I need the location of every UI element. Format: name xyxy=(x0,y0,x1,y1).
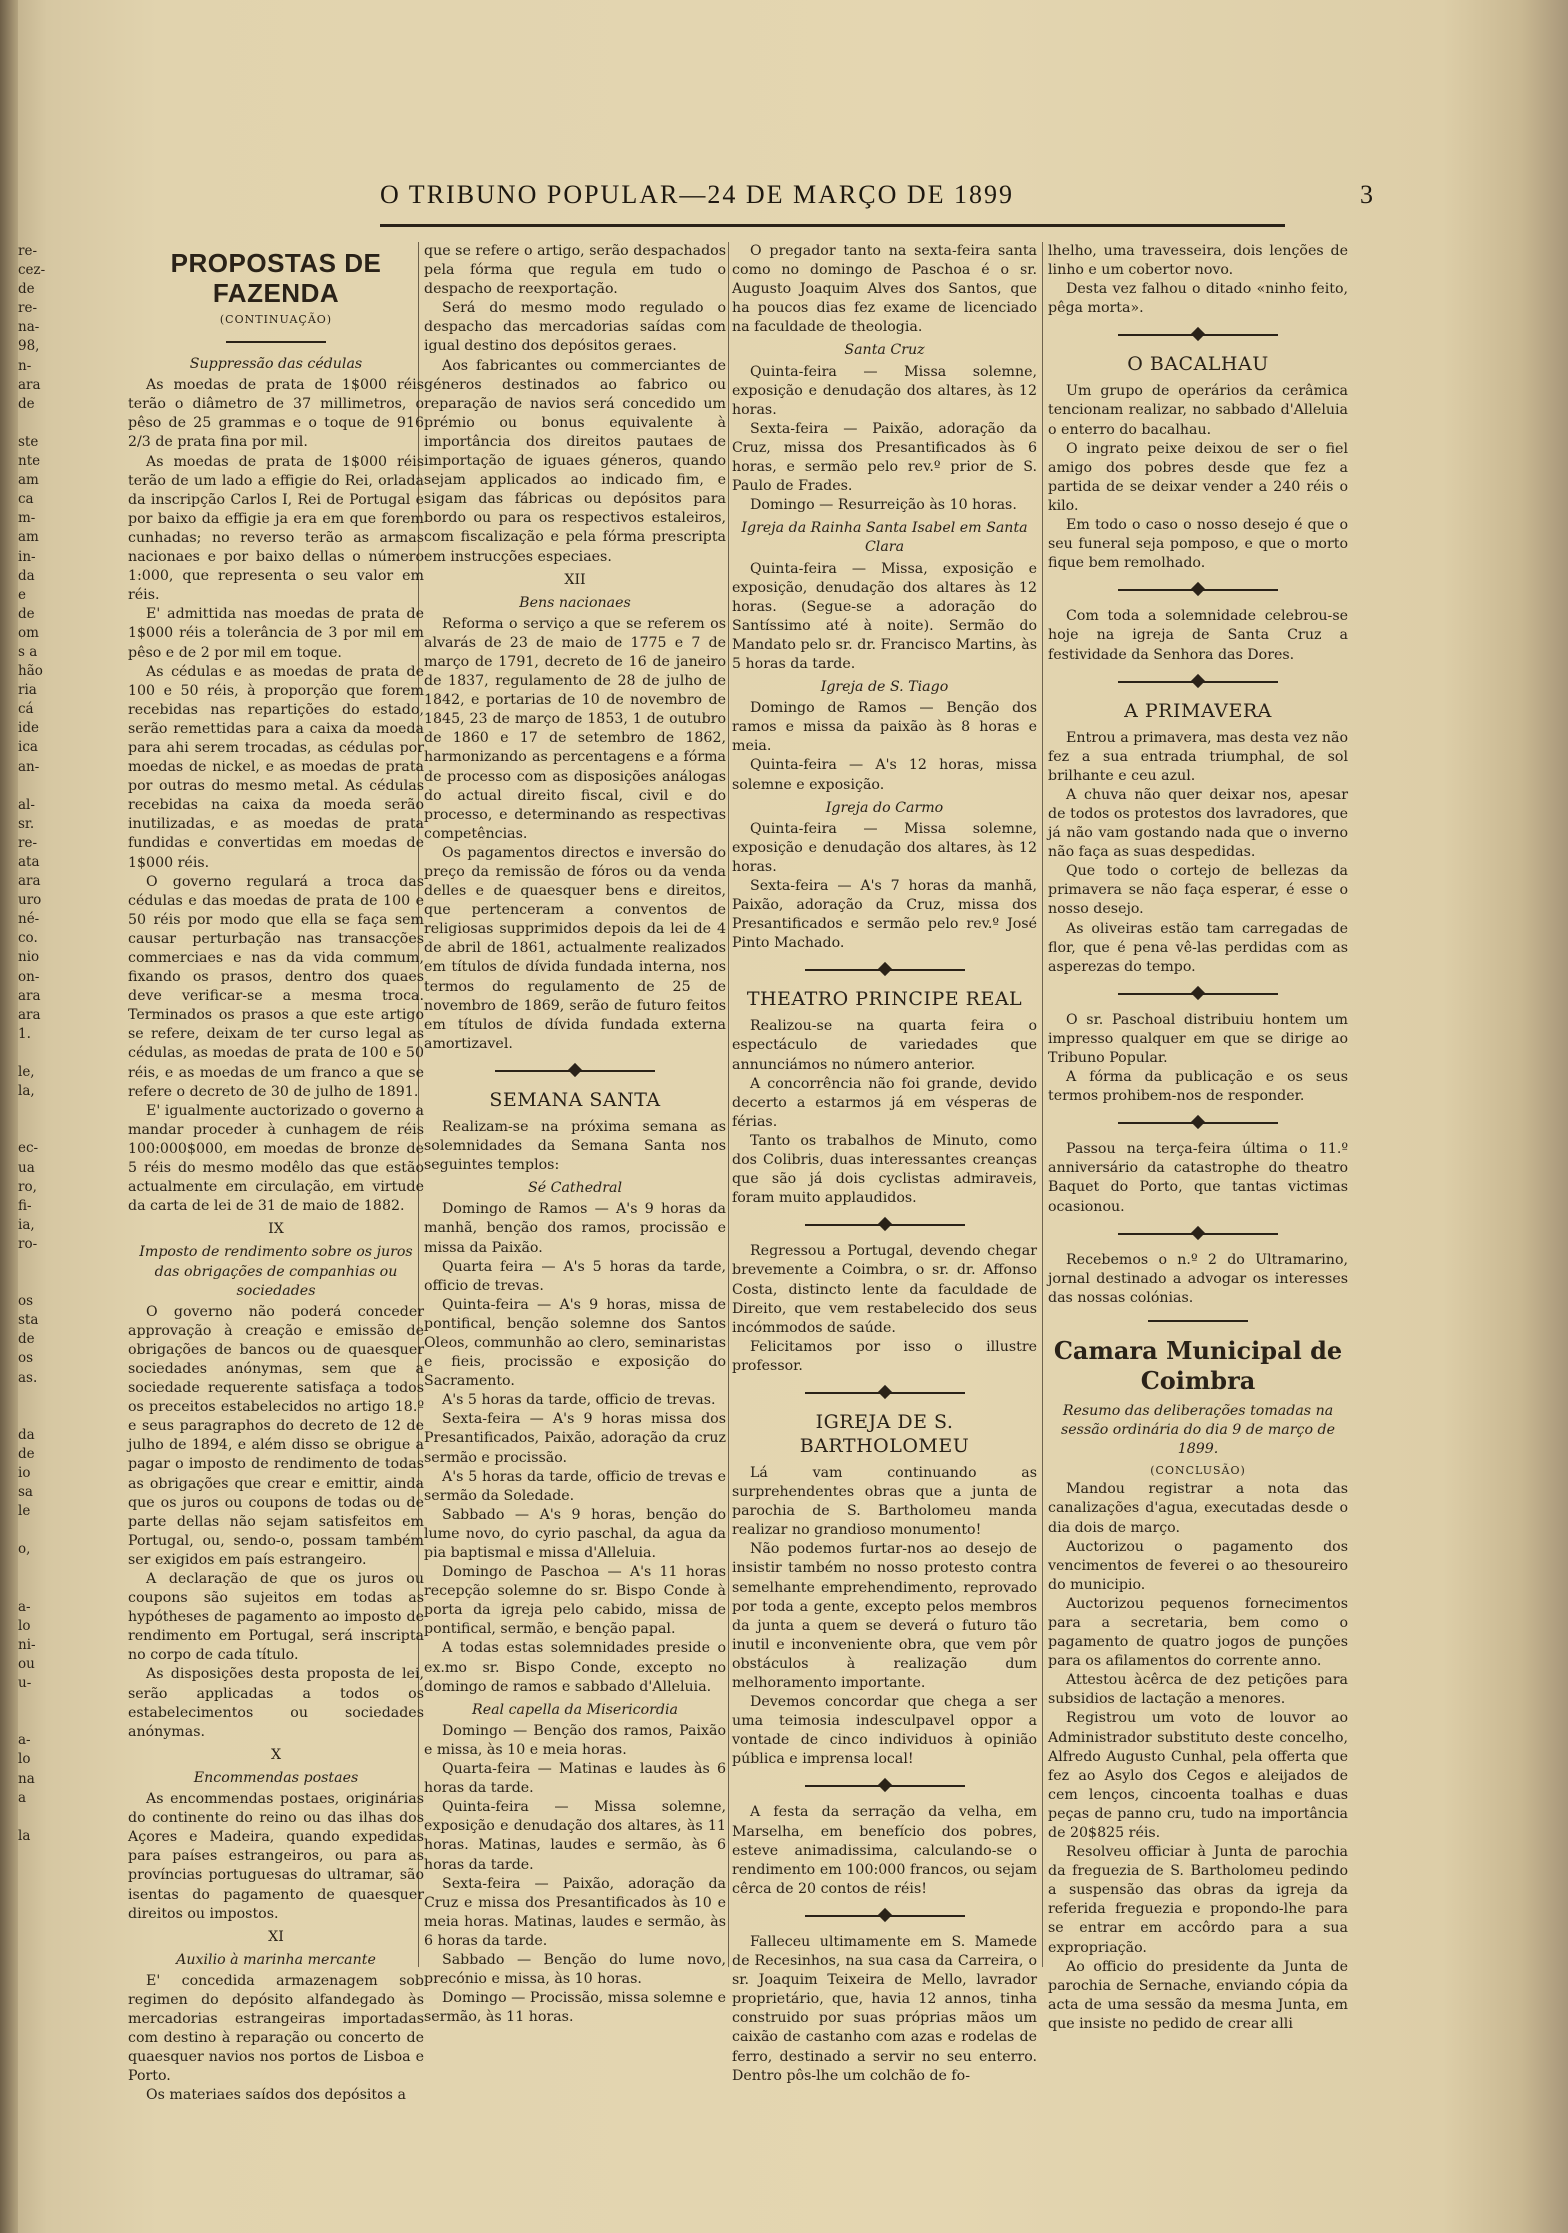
section-number: XII xyxy=(564,571,586,588)
paragraph: Domingo de Ramos — Benção dos ramos e missa da paixão às 8 horas e meia. xyxy=(732,700,1037,755)
paragraph: Quinta-feira — A's 9 horas, missa de pontifical, benção solemne dos Santos Oleos, communhão ao clero, seminaristas e fieis, procissão e exposição do Sacramento. xyxy=(424,1296,726,1390)
article-heading: SEMANA SANTA xyxy=(489,1088,661,1111)
paragraph: A chuva não quer deixar nos, apesar de todos os protestos dos lavradores, que já não vam gostando nada que o inverno não faça as suas despedidas. xyxy=(1048,786,1348,861)
article-heading: IGREJA DE S. BARTHOLOMEU xyxy=(799,1410,970,1457)
column-divider xyxy=(728,242,729,1967)
ornament-separator xyxy=(1048,983,1348,1005)
column-divider xyxy=(1042,242,1043,1967)
paragraph: O sr. Paschoal distribuiu hontem um impresso qualquer em que se dirige ao Tribuno Popular. xyxy=(1048,1011,1348,1066)
paragraph: A festa da serração da velha, em Marselha, em benefício dos pobres, esteve animadissima, calculando-se o rendimento em 100:000 francos, ou sejam cêrca de 20 contos de réis! xyxy=(732,1804,1037,1897)
ornament-separator xyxy=(1048,1112,1348,1134)
paragraph: lhelho, uma travesseira, dois lenções de linho e um cobertor novo. xyxy=(1048,243,1348,279)
section-subhead: Igreja do Carmo xyxy=(825,799,944,816)
ornament-separator xyxy=(732,959,1037,981)
continuation-label: (CONTINUAÇÃO) xyxy=(219,313,333,326)
paragraph: Auctorizou o pagamento dos vencimentos de feverei o ao thesoureiro do municipio. xyxy=(1048,1538,1348,1593)
ornament-separator xyxy=(732,1382,1037,1404)
paragraph: E' admittida nas moedas de prata de 1$000 réis a tolerância de 3 por mil em pêso e de 2 por mil em toque. xyxy=(128,606,424,661)
page-number: 3 xyxy=(1360,180,1375,209)
paragraph: que se refere o artigo, serão despachados pela fórma que regula em tudo o despacho de reexportação. xyxy=(424,243,726,298)
section-subhead: Resumo das deliberações tomadas na sessão ordinária do dia 9 de março de 1899. xyxy=(1061,1402,1335,1458)
article-heading: Camara Municipal de Coimbra xyxy=(1053,1335,1343,1395)
paragraph: Os materiaes saídos dos depósitos a xyxy=(146,2087,406,2104)
section-subhead: Encommendas postaes xyxy=(193,1769,359,1786)
section-subhead: Bens nacionaes xyxy=(519,594,631,611)
header-rule xyxy=(380,224,1285,227)
paragraph: As moedas de prata de 1$000 réis terão de um lado a effigie do Rei, orlada da inscripção Carlos I, Rei de Portugal e por baixo da effigie ja era em que forem cunhadas; no reverso terão as armas nacionaes e por baixo dellas o número 1:000, que representa o seu valor em réis. xyxy=(128,453,424,604)
paragraph: As moedas de prata de 1$000 réis terão o diâmetro de 37 millimetros, o pêso de 25 grammas e o toque de 916 2/3 de prata fina por mil. xyxy=(128,377,424,451)
section-number: X xyxy=(270,1746,282,1763)
paragraph: Sexta-feira — A's 7 horas da manhã, Paixão, adoração da Cruz, missa dos Presantificados e sermão pelo rev.º José Pinto Machado. xyxy=(732,878,1037,952)
paragraph: Falleceu ultimamente em S. Mamede de Recesinhos, na sua casa da Carreira, o sr. Joaquim Teixeira de Mello, lavrador proprietário, que, havia 12 annos, tinha construido por suas próprias mãos um caixão de castanho com azas e rodelas de ferro, destinado a servir no seu enterro. Dentro pôs-lhe um colchão de fo- xyxy=(732,1933,1037,2084)
paragraph: Sexta-feira — Paixão, adoração da Cruz, missa dos Presantificados às 6 horas, e sermão pelo rev.º prior de S. Paulo de Frades. xyxy=(732,420,1037,495)
paragraph: Realizou-se na quarta feira o espectáculo de variedades que annunciámos no número anterior. xyxy=(732,1018,1037,1073)
paragraph: Domingo — Resurreição às 10 horas. xyxy=(750,497,1017,514)
paragraph: O governo regulará a troca das cédulas e das moedas de prata de 100 e 50 réis por modo que ella se faça sem causar perturbação nas transacções commerciaes e nas da vida commum, fixando os prasos, dentro dos quaes deve verificar-se a mesma troca. Terminados os prasos a que este artigo se refere, deixam de ter curso legal as cédulas, as moedas de prata de 100 e 50 réis, e as moedas de um franco a que se refere o decreto de 30 de julho de 1891. xyxy=(128,873,424,1100)
binding-spine xyxy=(0,0,18,2233)
article-title: PROPOSTAS DE FAZENDA xyxy=(170,248,382,308)
paragraph: Registrou um voto de louvor ao Administrador substituto deste concelho, Alfredo Augusto Cunhal, pela offerta que fez ao Asylo dos Cegos e aleijados de cem lenços, cincoenta toalhas e duas peças de panno cru, tudo na importância de 20$825 réis. xyxy=(1048,1710,1348,1841)
ornament-separator xyxy=(1048,1223,1348,1245)
section-subhead: Santa Cruz xyxy=(844,342,925,359)
paragraph: E' concedida armazenagem sob regimen do depósito alfandegado às mercadorias estrangeiras importadas com destino à reparação ou concerto de quaesquer navios nos portos de Lisboa e Porto. xyxy=(128,1972,424,2085)
paragraph: A todas estas solemnidades preside o ex.mo sr. Bispo Conde, excepto no domingo de ramos e sabbado d'Alleluia. xyxy=(424,1640,726,1695)
paragraph: A's 5 horas da tarde, officio de trevas. xyxy=(442,1392,716,1409)
paragraph: As encommendas postaes, originárias do continente do reino ou das ilhas dos Açores e Madeira, quando expedidas para países estrangeiros, ou para as províncias portuguesas do ultramar, são isentas do pagamento de quaesquer direitos ou impostos. xyxy=(128,1791,424,1922)
header-title: O TRIBUNO POPULAR—24 DE MARÇO DE 1899 xyxy=(380,180,1015,209)
ornament-separator xyxy=(732,1905,1037,1927)
section-subhead: Real capella da Misericordia xyxy=(472,1701,678,1718)
paragraph: Sabbado — Benção do lume novo, precónio e missa, às 10 horas. xyxy=(424,1951,726,1988)
paragraph: A fórma da publicação e os seus termos prohibem-nos de responder. xyxy=(1048,1069,1348,1105)
section-subhead: Imposto de rendimento sobre os juros das obrigações de companhias ou sociedades xyxy=(139,1244,413,1299)
section-number: XI xyxy=(268,1928,284,1945)
paragraph: Com toda a solemnidade celebrou-se hoje na igreja de Santa Cruz a festividade da Senhora das Dores. xyxy=(1048,608,1348,663)
ornament-separator xyxy=(1048,579,1348,601)
paragraph: Será do mesmo modo regulado o despacho das mercadorias saídas com igual destino dos depósitos geraes. xyxy=(424,300,726,355)
ornament-separator xyxy=(732,1775,1037,1797)
paragraph: Entrou a primavera, mas desta vez não fez a sua entrada triumphal, de sol brilhante e ceu azul. xyxy=(1048,729,1348,784)
paragraph: Domingo — Benção dos ramos, Paixão e missa, às 10 e meia horas. xyxy=(424,1722,726,1758)
paragraph: A's 5 horas da tarde, officio de trevas e sermão da Soledade. xyxy=(424,1468,726,1504)
paragraph: Não podemos furtar-nos ao desejo de insistir também no nosso protesto contra semelhante emprehendimento, reprovado por toda a gente, excepto pelos membros da junta a quem se deverá o futuro tão inutil e inconveniente obra, que vem pôr obstáculos à realização dum melhoramento importante. xyxy=(732,1541,1037,1691)
paragraph: E' igualmente auctorizado o governo a mandar proceder à cunhagem de réis 100:000$000, em moedas de bronze de 5 réis do mesmo modêlo das que estão actualmente em circulação, em virtude da carta de lei de 31 de maio de 1882. xyxy=(128,1102,424,1215)
paragraph: Sexta-feira — A's 9 horas missa dos Presantificados, Paixão, adoração da cruz sermão e procissão. xyxy=(424,1411,726,1466)
paragraph: Passou na terça-feira última o 11.º anniversário da catastrophe do theatro Baquet do Porto, que tantas victimas ocasionou. xyxy=(1048,1141,1348,1215)
paragraph: Realizam-se na próxima semana as solemnidades da Semana Santa nos seguintes templos: xyxy=(424,1118,726,1174)
running-header xyxy=(380,180,1375,214)
section-subhead: Auxilio à marinha mercante xyxy=(176,1951,376,1968)
column-1 xyxy=(128,242,424,2104)
section-subhead: Sé Cathedral xyxy=(527,1180,623,1197)
paragraph: Recebemos o n.º 2 do Ultramarino, jornal destinado a advogar os interesses das nossas colónias. xyxy=(1048,1251,1348,1306)
paragraph: Reforma o serviço a que se referem os alvarás de 23 de maio de 1775 e 7 de março de 1791, decreto de 16 de janeiro de 1837, regulamento de 28 de julho de 1842, e portarias de 10 de novembro de 1845, 23 de março de 1853, 1 de outubro de 1860 e 17 de setembro de 1862, harmonizando as percentagens e a fórma de processo com as disposições análogas do actual direito fiscal, civil e do processo, e determinando as respectivas competências. xyxy=(424,615,726,842)
paragraph: Regressou a Portugal, devendo chegar brevemente a Coimbra, o sr. dr. Affonso Costa, distincto lente da faculdade de Direito, que vem restabelecido dos seus incómmodos de saúde. xyxy=(732,1243,1037,1336)
paragraph: Tanto os trabalhos de Minuto, como dos Colibris, duas interessantes creanças que são já dois cyclistas admiraveis, foram muito applaudidos. xyxy=(732,1132,1037,1207)
paragraph: Um grupo de operários da cerâmica tencionam realizar, no sabbado d'Alleluia o enterro do bacalhau. xyxy=(1048,383,1348,438)
paragraph: O ingrato peixe deixou de ser o fiel amigo dos pobres desde que fez a partida de se deixar vender a 240 réis o kilo. xyxy=(1048,440,1348,514)
paragraph: Domingo — Procissão, missa solemne e sermão, às 11 horas. xyxy=(424,1990,726,2026)
paragraph: Os pagamentos directos e inversão do preço da remissão de fóros ou da venda delles e de quaesquer bens e direitos, que pertenceram a conventos de religiosas supprimidos depois da lei de 4 de abril de 1861, actualmente realizados em títulos de dívida fundada interna, nos termos do regulamento de 25 de novembro de 1869, serão de futuro feitos em títulos de dívida fundada externa amortizavel. xyxy=(424,844,726,1052)
column-4 xyxy=(1048,242,1348,2032)
section-subhead: Suppressão das cédulas xyxy=(189,356,363,373)
paragraph: Felicitamos por isso o illustre professor. xyxy=(732,1338,1037,1374)
article-heading: THEATRO PRINCIPE REAL xyxy=(746,988,1023,1011)
column-3 xyxy=(732,242,1037,2084)
margin-text: re- cez- de re- na- 98, n- ara de ste nte am ca m- am in- da e de om s a hão ria cá ide ica an- al- sr. re- ata ara uro né- co. nio on- ara ara 1. le, la, ec- ua ro, fi- ia, ro- os sta de os as. da de io sa le o, a- lo ni- ou u- a- lo na a la xyxy=(18,243,46,1844)
paragraph: Quarta feira — A's 5 horas da tarde, officio de trevas. xyxy=(424,1258,726,1294)
paragraph: O pregador tanto na sexta-feira santa como no domingo de Paschoa é o sr. Augusto Joaquim Alves dos Santos, que ha poucos dias fez exame de licenciado na faculdade de theologia. xyxy=(732,243,1037,336)
paragraph: Auctorizou pequenos fornecimentos para a secretaria, bem como o pagamento de quatro jogos de punções para os afilamentos do corrente anno. xyxy=(1048,1595,1348,1670)
article-heading: A PRIMAVERA xyxy=(1124,699,1272,722)
paragraph: Sexta-feira — Paixão, adoração da Cruz e missa dos Presantificados às 10 e meia horas. Matinas, laudes e sermão, às 6 horas da tarde. xyxy=(424,1875,726,1949)
paragraph: Quinta-feira — Missa solemne, exposição e denudação dos altares, às 12 horas. xyxy=(732,820,1037,875)
paragraph: Quinta-feira — A's 12 horas, missa solemne e exposição. xyxy=(732,757,1037,793)
paragraph: Domingo de Paschoa — A's 11 horas recepção solemne do sr. Bispo Conde à porta da igreja pelo cabido, missa de pontifical, sermão, e benção papal. xyxy=(424,1564,726,1638)
paragraph: O governo não poderá conceder approvação à creação e emissão de obrigações de bancos ou de quaesquer sociedades anónymas, sem que a sociedade requerente satisfaça a todos os preceitos estabelecidos no artigo 18.º e seus paragraphos do decreto de 12 de julho de 1894, e além disso se obrigue a pagar o imposto de rendimento de todas as obrigações que crear e emittir, ainda que os juros ou coupons de todas ou de parte dellas não sejam satisfeitos em Portugal, ou, sendo-o, possam também ser exigidos em país estrangeiro. xyxy=(128,1303,424,1568)
paragraph: Quinta-feira — Missa solemne, exposição e denudação dos altares, às 11 horas. Matinas, laudes e sermão, às 6 horas da tarde. xyxy=(424,1799,726,1873)
paragraph: Attestou àcêrca de dez petições para subsidios de lactação a menores. xyxy=(1048,1672,1348,1708)
ornament-separator xyxy=(424,1060,726,1082)
margin-fragments xyxy=(18,242,46,1967)
paragraph: As cédulas e as moedas de prata de 100 e 50 réis, à proporção que forem recebidas nas repartições do estado, serão remettidas para a caixa da moeda para ahi serem trocadas, as cédulas por moedas de nickel, e as moedas de prata por outras do mesmo metal. As cédulas recebidas na caixa da moeda serão inutilizadas, e as moedas de prata fundidas e convertidas em moedas de 1$000 réis. xyxy=(128,663,424,871)
paragraph: Aos fabricantes ou commerciantes de géneros destinados ao fabrico ou reparação de navios será concedido um prémio ou bonus equivalente à importância dos direitos pautaes de importação de iguaes géneros, quando sejam applicados ao indicado fim, e sigam das fábricas ou depósitos para bordo ou para os respectivos estaleiros, com fiscalização e pela fórma prescripta em instrucções especiaes. xyxy=(424,357,726,565)
paragraph: Devemos concordar que chega a ser uma teimosia indesculpavel oppor a vontade de cinco individuos à opinião pública e imprensa local! xyxy=(732,1694,1037,1768)
separator xyxy=(1048,1314,1348,1328)
paragraph: Que todo o cortejo de bellezas da primavera se não faça esperar, é esse o nosso desejo. xyxy=(1048,863,1348,918)
article-heading: O BACALHAU xyxy=(1127,353,1269,376)
paragraph: Sabbado — A's 9 horas, benção do lume novo, do cyrio paschal, da agua da pia baptismal e missa d'Alleluia. xyxy=(424,1506,726,1561)
paragraph: Quinta-feira — Missa solemne, exposição e denudação dos altares, às 12 horas. xyxy=(732,363,1037,418)
paragraph: A concorrência não foi grande, devido decerto a estarmos já em vésperas de férias. xyxy=(732,1075,1037,1130)
paragraph: Domingo de Ramos — A's 9 horas da manhã, benção dos ramos, procissão e missa da Paixão. xyxy=(424,1201,726,1256)
paragraph: Em todo o caso o nosso desejo é que o seu funeral seja pomposo, e que o morto fique bem remolhado. xyxy=(1048,517,1348,572)
conclusion-label: (CONCLUSÃO) xyxy=(1150,1464,1246,1478)
paragraph: Lá vam continuando as surprehendentes obras que a junta de parochia de S. Bartholomeu manda realizar no grandioso monumento! xyxy=(732,1464,1037,1539)
paragraph: Quarta-feira — Matinas e laudes às 6 horas da tarde. xyxy=(424,1761,726,1797)
paragraph: As oliveiras estão tam carregadas de flor, que é pena vê-las perdidas com as asperezas do tempo. xyxy=(1048,920,1348,975)
section-number: IX xyxy=(268,1221,284,1238)
paragraph: Quinta-feira — Missa, exposição e exposição, denudação dos altares às 12 horas. (Segue-se a adoração do Santíssimo até à noite). Sermão do Mandato pelo sr. dr. Francisco Martins, às 5 horas da tarde. xyxy=(732,560,1037,672)
paragraph: Desta vez falhou o ditado «ninho feito, pêga morta». xyxy=(1048,281,1348,317)
paragraph: As disposições desta proposta de lei, serão applicadas a todos os estabelecimentos ou sociedades anónymas. xyxy=(128,1666,424,1740)
column-2 xyxy=(424,242,726,2026)
ornament-separator xyxy=(1048,671,1348,693)
section-subhead: Igreja de S. Tiago xyxy=(820,679,949,696)
paragraph: Resolveu officiar à Junta de parochia da freguezia de S. Bartholomeu pedindo a suspensão das obras da igreja da referida freguezia e propondo-lhe para se entrar em accôrdo para a sua expropriação. xyxy=(1048,1844,1348,1956)
ornament-separator xyxy=(732,1214,1037,1236)
paragraph: Ao officio do presidente da Junta de parochia de Sernache, enviando cópia da acta de uma sessão da mesma Junta, em que insiste no pedido de crear alli xyxy=(1048,1958,1348,2032)
separator xyxy=(128,335,424,349)
section-subhead: Igreja da Rainha Santa Isabel em Santa Clara xyxy=(741,520,1028,556)
ornament-separator xyxy=(1048,324,1348,346)
paragraph: A declaração de que os juros ou coupons são sujeitos em todas as hypótheses de pagamento ao imposto de rendimento em Portugal, será inscripta no corpo de cada título. xyxy=(128,1571,424,1664)
paragraph: Mandou registrar a nota das canalizações d'agua, executadas desde o dia dois de março. xyxy=(1048,1481,1348,1536)
